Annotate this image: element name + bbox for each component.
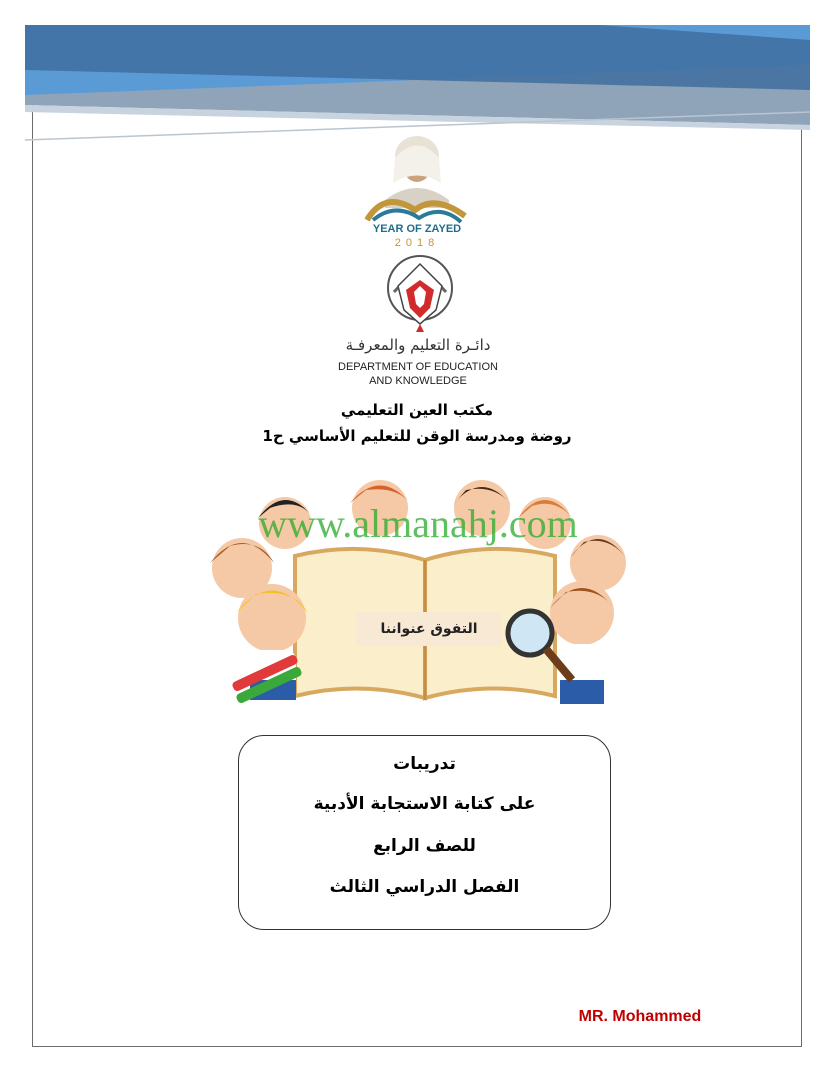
svg-text:YEAR OF ZAYED: YEAR OF ZAYED <box>372 223 462 235</box>
svg-text:2018: 2018 <box>394 237 440 249</box>
title-line-grade: للصف الرابع <box>373 836 476 856</box>
author-name: MR. Mohammed <box>578 1008 702 1025</box>
school-name: روضة ومدرسة الوقن للتعليم الأساسي ح1 <box>262 427 572 445</box>
abu-dhabi-emblem <box>384 252 456 332</box>
year-of-zayed-logo <box>355 128 480 250</box>
title-line-exercises: تدريبات <box>393 754 456 774</box>
department-english-line1: DEPARTMENT OF EDUCATION <box>338 361 498 373</box>
title-card <box>238 735 611 930</box>
department-arabic-name: دائـرة التعليم والمعرفـة <box>345 336 491 354</box>
slogan-label: التفوق عنواننا <box>356 612 502 646</box>
department-english-line2: AND KNOWLEDGE <box>369 375 467 387</box>
education-office-title: مكتب العين التعليمي <box>340 401 494 419</box>
title-line-semester: الفصل الدراسي الثالث <box>329 877 520 897</box>
website-watermark: www.almanahj.com <box>258 501 578 546</box>
title-line-subject: على كتابة الاستجابة الأدبية <box>313 794 536 814</box>
